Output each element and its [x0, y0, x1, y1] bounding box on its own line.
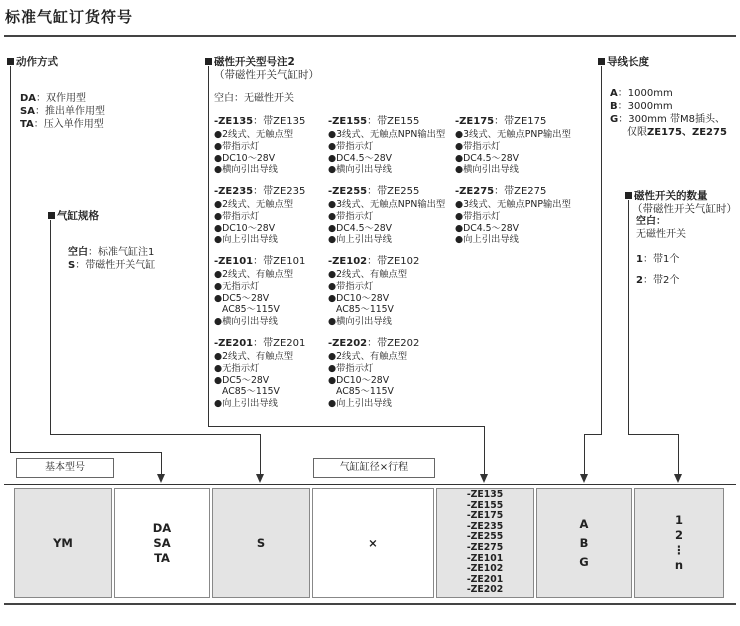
- switch-model-block-item: ●DC5～28V: [214, 374, 270, 386]
- order-cell-basic-model: YM: [14, 488, 112, 598]
- switch-model-block-item: ●DC10～28V: [214, 222, 276, 234]
- switch-model-code: -ZE275: [466, 542, 504, 553]
- connector-line: [208, 66, 209, 426]
- switch-model-block-head: -ZE102：带ZE102: [328, 256, 420, 267]
- switch-model-block-item: ●2线式、有触点型: [328, 269, 408, 280]
- basic-model-label: 基本型号: [16, 458, 114, 478]
- switch-model-block-item: ●横向引出导线: [214, 316, 278, 328]
- switch-model-block-item: AC85～115V: [336, 304, 394, 316]
- connector-line: [601, 66, 602, 434]
- lead-item-g-note: 仅限ZE175、ZE275: [627, 127, 727, 138]
- switch-model-heading-text: 磁性开关型号注2: [214, 56, 295, 68]
- order-cell-switch-qty: 1 2 ⋮ n: [634, 488, 724, 598]
- page-title: 标准气缸订货符号: [5, 8, 134, 26]
- switch-model-block: [455, 115, 575, 176]
- lead-heading: [598, 54, 649, 69]
- switch-model-block-item: ●DC4.5～28V: [328, 222, 393, 234]
- switch-model-block-head: -ZE275：带ZE275: [455, 186, 547, 197]
- switch-model-block-item: ●向上引出导线: [214, 234, 278, 246]
- switch-qty-heading-text: 磁性开关的数量: [634, 190, 708, 202]
- switch-model-block: [214, 185, 334, 246]
- switch-model-block-item: ●带指示灯: [328, 140, 374, 152]
- switch-model-block-head: -ZE202：带ZE202: [328, 338, 420, 349]
- switch-model-block-head: -ZE135：带ZE135: [214, 116, 306, 127]
- switch-model-code: -ZE175: [466, 510, 504, 522]
- switch-model-block-item: ●DC5～28V: [214, 292, 270, 304]
- switch-model-block: [214, 337, 334, 410]
- switch-model-block-item: ●2线式、无触点型: [214, 129, 294, 140]
- switch-qty-item-2: 2：带2个: [636, 275, 680, 286]
- switch-model-block: [328, 255, 448, 328]
- order-cell-lead: A B G: [536, 488, 632, 598]
- action-item-ta: TA：压入单作用型: [20, 119, 104, 130]
- switch-model-block-item: ●DC10～28V: [214, 152, 276, 164]
- arrow-down-icon: [256, 474, 264, 483]
- switch-model-block-item: ●2线式、有触点型: [214, 351, 294, 362]
- spec-heading-text: 气缸规格: [57, 210, 99, 222]
- switch-qty-blank: 空白：: [636, 216, 666, 227]
- switch-qty-list: [636, 215, 686, 287]
- switch-model-block-item: ●带指示灯: [214, 140, 260, 152]
- connector-line: [161, 452, 162, 474]
- switch-model-block-item: ●横向引出导线: [328, 316, 392, 328]
- switch-model-block: [214, 255, 334, 328]
- switch-model-block-head: -ZE101：带ZE101: [214, 256, 306, 267]
- switch-model-code: -ZE135: [466, 489, 504, 501]
- switch-model-block-head: -ZE155：带ZE155: [328, 116, 420, 127]
- switch-model-block-item: ●带指示灯: [328, 280, 374, 292]
- action-item-da: DA：双作用型: [20, 93, 87, 104]
- order-cell-bore-stroke: ×: [312, 488, 434, 598]
- switch-model-block-item: ●带指示灯: [455, 210, 501, 222]
- connector-line: [260, 434, 261, 474]
- arrow-down-icon: [480, 474, 488, 483]
- switch-model-block-item: ●DC4.5～28V: [455, 152, 520, 164]
- connector-line: [628, 434, 679, 435]
- switch-model-code: -ZE255: [466, 531, 504, 543]
- spec-list: [68, 246, 155, 272]
- switch-model-block-item: ●带指示灯: [328, 210, 374, 222]
- spec-item-s: S：带磁性开关气缸: [68, 260, 156, 271]
- switch-model-blank: 空白：无磁性开关: [214, 93, 294, 104]
- switch-model-block-item: ●向上引出导线: [328, 234, 392, 246]
- switch-model-block-head: -ZE235：带ZE235: [214, 186, 306, 197]
- spec-item-blank: 空白：标准气缸注1: [68, 247, 155, 258]
- switch-model-block-item: ●3线式、无触点NPN输出型: [328, 129, 446, 140]
- switch-model-subheading: （带磁性开关气缸时）: [214, 69, 319, 81]
- lead-item-g: G：300mm 带M8插头、: [610, 114, 725, 125]
- switch-model-code: -ZE202: [466, 584, 504, 596]
- connector-line: [584, 434, 585, 474]
- switch-model-code: -ZE201: [466, 573, 504, 585]
- switch-model-block-item: ●横向引出导线: [214, 164, 278, 176]
- switch-model-block: [328, 115, 448, 176]
- arrow-down-icon: [157, 474, 165, 483]
- square-bullet-icon: [7, 58, 14, 65]
- switch-qty-blank-desc: 无磁性开关: [636, 229, 686, 240]
- order-cell-action: DA SA TA: [114, 488, 210, 598]
- switch-model-block-item: ●2线式、有触点型: [328, 351, 408, 362]
- switch-model-block-item: ●DC10～28V: [328, 374, 390, 386]
- switch-model-block-item: ●横向引出导线: [455, 164, 519, 176]
- connector-line: [50, 220, 51, 434]
- connector-line: [10, 452, 162, 453]
- lead-item-b: B：3000mm: [610, 101, 673, 112]
- connector-line: [628, 200, 629, 434]
- connector-line: [584, 434, 602, 435]
- switch-model-block-item: ●2线式、无触点型: [214, 199, 294, 210]
- switch-model-block-item: ●带指示灯: [455, 140, 501, 152]
- switch-model-block-item: ●向上引出导线: [455, 234, 519, 246]
- action-item-sa: SA：推出单作用型: [20, 106, 105, 117]
- connector-line: [678, 434, 679, 474]
- order-row-top-line: [4, 484, 736, 485]
- switch-model-block-item: ●带指示灯: [328, 362, 374, 374]
- bottom-divider: [4, 603, 736, 605]
- switch-model-block: [455, 185, 575, 246]
- switch-model-block: [328, 185, 448, 246]
- switch-qty-subheading: （带磁性开关气缸时）: [632, 203, 737, 215]
- switch-model-block: [214, 115, 334, 176]
- connector-line: [10, 66, 11, 452]
- square-bullet-icon: [598, 58, 605, 65]
- switch-model-block-head: -ZE255：带ZE255: [328, 186, 420, 197]
- switch-model-block-item: ●横向引出导线: [328, 164, 392, 176]
- connector-line: [484, 426, 485, 474]
- switch-model-block-item: ●带指示灯: [214, 210, 260, 222]
- switch-model-block-item: ●DC4.5～28V: [328, 152, 393, 164]
- switch-model-block-item: ●3线式、无触点PNP输出型: [455, 199, 571, 210]
- switch-model-code: -ZE235: [466, 520, 504, 532]
- switch-model-block-item: AC85～115V: [222, 304, 280, 316]
- lead-heading-text: 导线长度: [607, 56, 649, 68]
- switch-model-block: [328, 337, 448, 410]
- order-cell-switch-model: [436, 488, 534, 598]
- top-divider: [4, 35, 736, 37]
- switch-model-block-head: -ZE175：带ZE175: [455, 116, 547, 127]
- arrow-down-icon: [674, 474, 682, 483]
- square-bullet-icon: [48, 212, 55, 219]
- action-heading-text: 动作方式: [16, 56, 58, 68]
- switch-model-code: -ZE101: [466, 552, 504, 564]
- switch-model-block-head: -ZE201：带ZE201: [214, 338, 306, 349]
- lead-list: [610, 87, 727, 139]
- square-bullet-icon: [205, 58, 212, 65]
- order-cell-spec: S: [212, 488, 310, 598]
- spec-heading: [48, 208, 99, 223]
- lead-item-a: A：1000mm: [610, 88, 673, 99]
- switch-model-block-item: ●DC4.5～28V: [455, 222, 520, 234]
- square-bullet-icon: [625, 192, 632, 199]
- switch-model-block-item: ●无指示灯: [214, 362, 260, 374]
- connector-line: [50, 434, 261, 435]
- switch-model-block-item: ●3线式、无触点PNP输出型: [455, 129, 571, 140]
- action-list: [20, 92, 105, 131]
- switch-model-block-item: ●向上引出导线: [328, 398, 392, 410]
- switch-model-block-item: ●无指示灯: [214, 280, 260, 292]
- switch-model-block-item: AC85～115V: [222, 386, 280, 398]
- switch-model-block-item: ●向上引出导线: [214, 398, 278, 410]
- bore-stroke-label: 气缸缸径×行程: [313, 458, 435, 478]
- switch-model-code: -ZE102: [466, 563, 504, 575]
- switch-model-block-item: ●DC10～28V: [328, 292, 390, 304]
- connector-line: [208, 426, 485, 427]
- arrow-down-icon: [580, 474, 588, 483]
- switch-model-block-item: ●3线式、无触点NPN输出型: [328, 199, 446, 210]
- action-heading: [7, 54, 58, 69]
- switch-model-block-item: ●2线式、有触点型: [214, 269, 294, 280]
- switch-model-code: -ZE155: [466, 499, 504, 511]
- switch-model-block-item: AC85～115V: [336, 386, 394, 398]
- switch-qty-item-1: 1：带1个: [636, 254, 680, 265]
